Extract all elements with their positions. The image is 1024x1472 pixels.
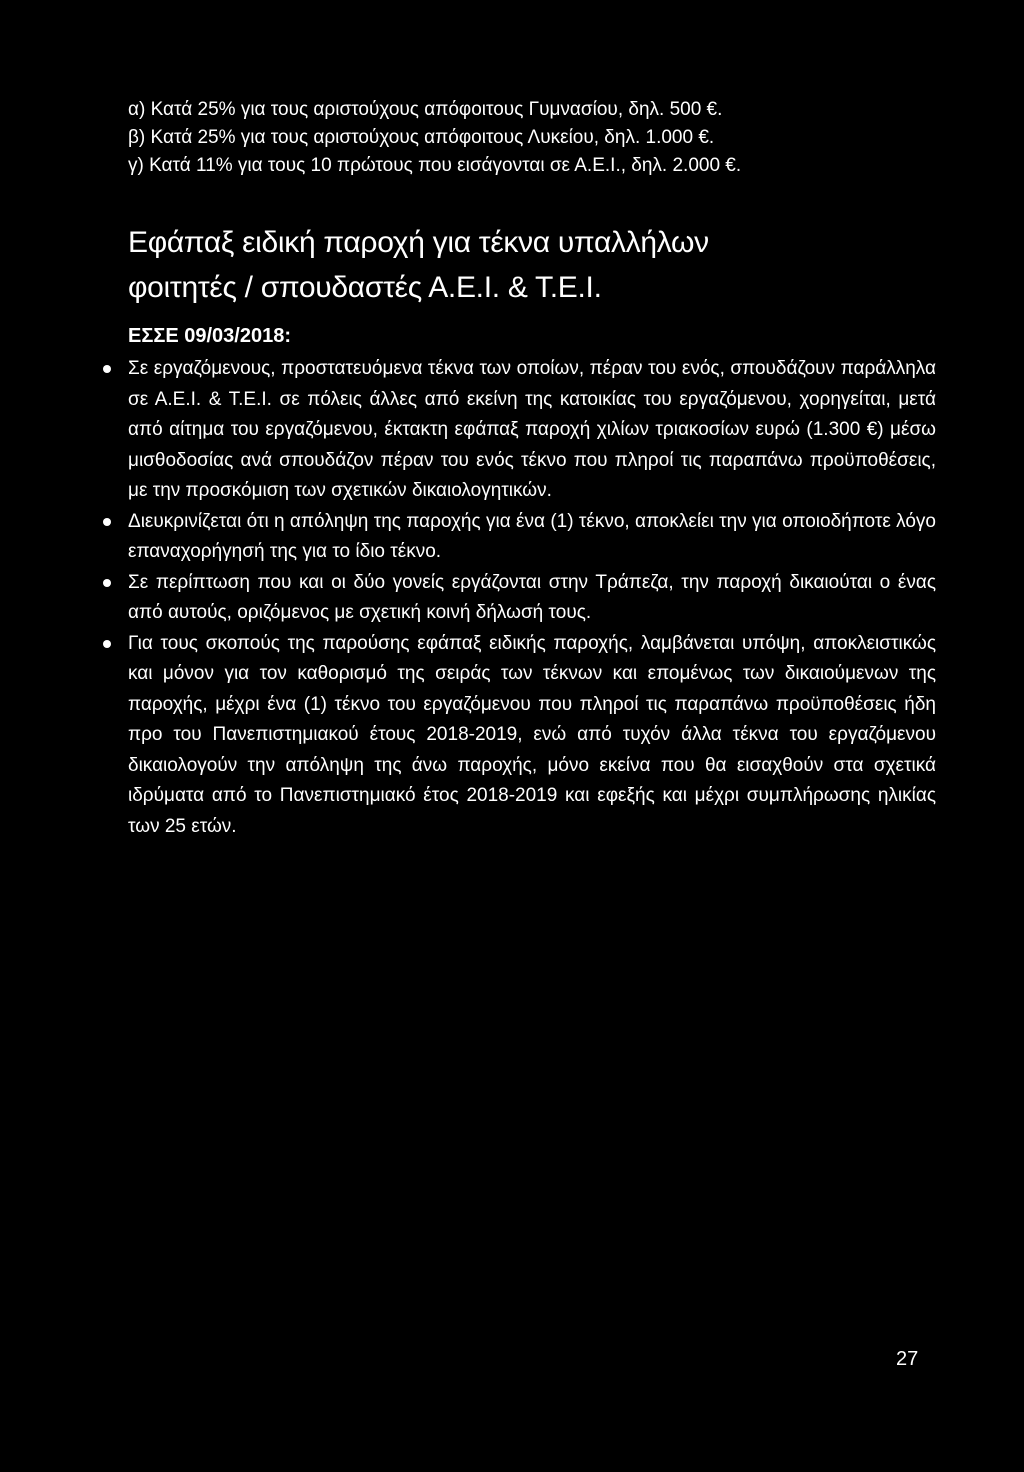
page-number: 27: [896, 1348, 919, 1370]
bullet-icon: [103, 579, 111, 587]
section-heading-line-2: φοιτητές / σπουδαστές Α.Ε.Ι. & Τ.Ε.Ι.: [128, 271, 602, 304]
agreement-date-label: ΕΣΣΕ 09/03/2018:: [128, 325, 291, 347]
intro-line-b: β) Κατά 25% για τους αριστούχους απόφοιτους Λυκείου, δηλ. 1.000 €.: [128, 127, 715, 148]
document-page: [128, 96, 936, 842]
list-item: [128, 507, 936, 568]
bullet-icon: [103, 518, 111, 526]
list-item: [128, 354, 936, 507]
bullet-icon: [103, 365, 111, 373]
list-item-text: Για τους σκοπούς της παρούσης εφάπαξ ειδικής παροχής, λαμβάνεται υπόψη, αποκλειστικώς και μόνον για τον καθορισμό της σειράς των τέκνων και επομένως των δικαιούμενων της παροχής, μέχρι ένα (1) τέκνο του εργαζόμενου που πληροί τις παραπάνω προϋποθέσεις ήδη προ του Πανεπιστημιακού έτους 2018-2019, ενώ από τυχόν άλλα τέκνα του εργαζόμενου δικαιολογούν την απόληψη της άνω παροχής, μόνο εκείνα που θα εισαχθούν στα σχετικά ιδρύματα από το Πανεπιστημιακό έτος 2018-2019 και εφεξής και μέχρι συμπλήρωσης ηλικίας των 25 ετών.: [128, 632, 936, 837]
list-item-text: Διευκρινίζεται ότι η απόληψη της παροχής για ένα (1) τέκνο, αποκλείει την για οποιοδήποτε λόγο επαναχορήγησή της για το ίδιο τέκνο.: [128, 510, 936, 562]
list-item: [128, 629, 936, 843]
bullet-icon: [103, 640, 111, 648]
list-item-text: Σε εργαζόμενους, προστατευόμενα τέκνα των οποίων, πέραν του ενός, σπουδάζουν παράλληλα σε Α.Ε.Ι. & Τ.Ε.Ι. σε πόλεις άλλες από εκείνη της κατοικίας του εργαζόμενου, χορηγείται, μετά από αίτημα του εργαζόμενου, έκτακτη εφάπαξ παροχή χιλίων τριακοσίων ευρώ (1.300 €) μέσω μισθοδοσίας ανά σπουδάζον πέραν του ενός τέκνο που πληροί τις παραπάνω προϋποθέσεις, με την προσκόμιση των σχετικών δικαιολογητικών.: [128, 358, 936, 501]
intro-line-a: α) Κατά 25% για τους αριστούχους απόφοιτους Γυμνασίου, δηλ. 500 €.: [128, 99, 723, 120]
bullet-list: [128, 354, 936, 842]
intro-line-c: γ) Κατά 11% για τους 10 πρώτους που εισάγονται σε Α.Ε.Ι., δηλ. 2.000 €.: [128, 155, 742, 176]
list-item: [128, 568, 936, 629]
section-heading-line-1: Εφάπαξ ειδική παροχή για τέκνα υπαλλήλων: [128, 226, 709, 259]
section-heading: [128, 220, 936, 310]
list-item-text: Σε περίπτωση που και οι δύο γονείς εργάζονται στην Τράπεζα, την παροχή δικαιούται ο ένας από αυτούς, οριζόμενος με σχετική κοινή δήλωσή τους.: [128, 571, 936, 623]
